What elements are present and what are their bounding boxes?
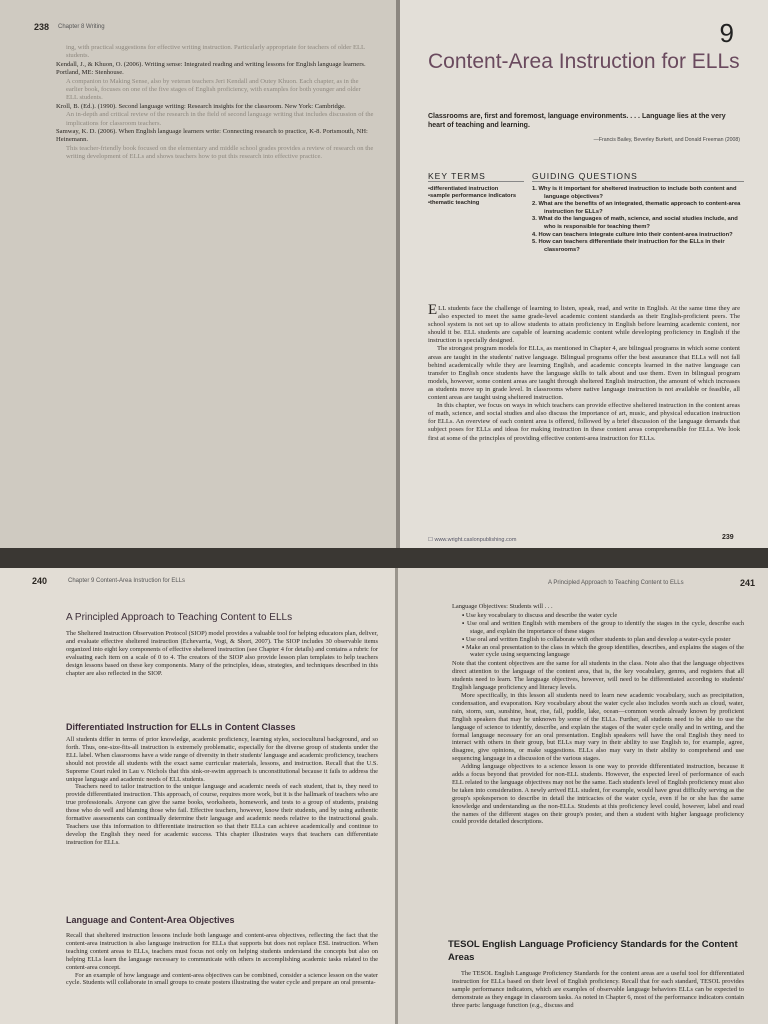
guiding-questions-list	[532, 186, 747, 254]
ref-line: ing, with practical suggestions for effective writing instruction. Particularly appropriate for teachers of older ELL students.	[66, 44, 365, 60]
ref-line: A companion to Making Sense, also by veteran teachers Jeri Kendall and Outey Khuon. Each chapter, as in the earlier book, focuses on one of the five stages of English proficiency, with examples for both younger and older ELL students.	[66, 77, 361, 102]
references-list	[56, 44, 374, 162]
page-number-238: 238	[34, 22, 50, 32]
intro-paragraph: The strongest program models for ELLs, as mentioned in Chapter 4, are bilingual programs in which some content areas are taught in the students' native language. Bilingual programs offer the best assurance that ELLs will not fall behind academically while they are learning English, and academic concepts learned in the native language can transfer to English once students have the language skills to talk about and use them. Even in bilingual program models, however, some content areas are taught through sheltered English instruction, the amount of which increases as students move up in grade level. In classrooms where native language instruction is not available or feasible, all content areas are taught using sheltered instruction.	[428, 345, 740, 402]
ref-line: Samway, K. D. (2006). When English language learners write: Connecting research to practice, K-8. Portsmouth, NH: Heinemann.	[56, 128, 368, 144]
guiding-question: 4. How can teachers integrate culture into their content-area instruction?	[532, 231, 733, 238]
guiding-question: 3. What do the languages of math, science, and social studies include, and who is responsible for teaching them?	[532, 216, 738, 230]
key-terms-list	[428, 186, 528, 208]
paragraph: Recall that sheltered instruction lessons include both language and content-area objectives, reflecting the fact that the content-area instruction is also language instruction for ELLs that supports but does not replace ESL instruction. When teaching content areas to ELLs, teachers must focus not only on helping students understand the concepts but also on helping ELLs learn the language necessary to communicate with others in accomplishing academic tasks related to the content-area concept.	[66, 932, 378, 971]
guiding-questions-heading: GUIDING QUESTIONS	[532, 171, 638, 181]
intro-paragraph: In this chapter, we focus on ways in which teachers can provide effective sheltered instruction in the content areas of math, science, and social studies and also discuss the importance of art, music, and physical education instruction for ELLs. An overview of each content area is offered, followed by a brief discussion of the language demands that subject poses for ELLs and ideas for making instruction in these content areas comprehensible for ELLs. We look first at some of the principles of providing effective content-area instruction for ELLs.	[428, 402, 740, 442]
paragraph: All students differ in terms of prior knowledge, academic proficiency, learning styles, sociocultural background, and so forth. Thus, one-size-fits-all instruction is extremely problematic, especially for the diverse group of students under the ELL label. When classrooms have a wide range of diversity in their students' language and academic proficiency, teachers should not provide all students with the exact same curricular materials, lessons, and instruction. Recall that the U.S. Supreme Court ruled in Lau v. Nichols that this sink-or-swim approach is unconstitutional because it fails to address the unique language and academic needs of ELL students.	[66, 736, 378, 783]
section-heading-differentiated: Differentiated Instruction for ELLs in Content Classes	[66, 722, 296, 732]
objective-item: ▪ Use key vocabulary to discuss and describe the water cycle	[462, 612, 744, 620]
epigraph: Classrooms are, first and foremost, language environments. . . . Language lies at the very heart of teaching and learning.	[428, 113, 726, 129]
section-heading-tesol: TESOL English Language Proficiency Standards for the Content Areas	[448, 939, 738, 963]
chapter-intro-text	[428, 302, 740, 443]
paragraph: Teachers need to tailor instruction to the unique language and academic needs of each student, that is, they need to provide differentiated instruction. This approach, of course, requires more work, but it is the hallmark of teachers who are true professionals. Anyone can give the same books, worksheets, homework, and tests to a group of students, praising those who do well and blaming those who fail. Effective teachers, however, know their students, and by using authentic formative assessments can continually determine their language and academic needs relative to the instructional goals. Teachers use this information to differentiate instruction so that their ELLs can achieve academically and continue to develop the English they need for academic success. This chapter illustrates ways that teachers can differentiate instruction for ELLs.	[66, 783, 378, 846]
objective-item: ▪ Use oral and written English to collaborate with other students to plan and develop a water-cycle poster	[462, 636, 744, 644]
section-text-tesol	[452, 970, 744, 1010]
section-heading-objectives: Language and Content-Area Objectives	[66, 915, 235, 925]
paragraph: For an example of how language and content-area objectives can be combined, consider a science lesson on the water cycle. Students will collaborate in small groups to create posters illustrating the water cycle and prepare an oral presenta-	[66, 971, 378, 987]
footer-url: ☐ www.wright.caslonpublishing.com	[428, 537, 517, 543]
section-text-differentiated	[66, 736, 378, 847]
key-term: • sample performance indicators	[428, 193, 528, 200]
paragraph: The TESOL English Language Proficiency Standards for the content areas are a useful tool for differentiated instruction for ELLs based on their level of English proficiency. Recall that for each standard, TESOL provides sample performance indicators, which are examples of observable language behaviors ELLs can be expected to demonstrate as they engage in classroom tasks. As noted in Chapter 6, most of the performance indicators contain three parts: language function (e.g., discuss and	[452, 970, 744, 1009]
ref-line: Kendall, J., & Khuon, O. (2006). Writing sense: Integrated reading and writing lessons for English language learners. Portland, ME: Stenhouse.	[56, 60, 366, 77]
guiding-question: 5. How can teachers differentiate their instruction for the ELLs in their classrooms?	[532, 239, 725, 253]
intro-paragraph: ELL students face the challenge of learning to listen, speak, read, and write in English. At the same time they are also expected to meet the same grade-level academic content standards as their English-proficient peers. The school system is not set up to allow students to attain proficiency in English before learning academic content, nor should it be. ELL students are capable of learning academic content while developing proficiency in English if the instruction is specially designed.	[428, 302, 740, 345]
language-objectives-text	[452, 603, 744, 826]
running-head-238: Chapter 8 Writing	[58, 24, 105, 30]
section-text-objectives	[66, 932, 378, 987]
book-spine-bottom	[395, 568, 398, 1024]
page-number-240: 240	[32, 576, 48, 586]
guiding-question: 2. What are the benefits of an integrated, thematic approach to content-area instruction for ELLs?	[532, 201, 741, 215]
page-number-241: 241	[740, 578, 756, 588]
section-heading-principled-approach: A Principled Approach to Teaching Content to ELLs	[66, 612, 293, 623]
objective-item: ▪ Make an oral presentation to the class in which the group identifies, describes, and explains the stages of the water cycle using sequencing language	[462, 644, 744, 660]
section-text-principled-approach	[66, 630, 378, 677]
paragraph: More specifically, in this lesson all students need to learn new academic vocabulary, such as precipitation, condensation, and evaporation. Key vocabulary about the water cycle also includes words such as cloud, water, rain, storm, sun, sunshine, heat, rise, fall, puddle, lake, ocean—common words already known by proficient English speakers that may be unknown by some of the ELLs. Further, all students need to be able to use the language of science to identify, describe, and explain the stages of the water cycle orally and in writing, and the formal language necessary for an oral presentation. English speakers will have the oral English they need to interact with others in their group, but ELLs may vary in their ability to use English to, for example, agree, disagree, give opinions, or make suggestions. ELLs also may vary in their ability to comprehend and use sequencing language in a discussion of the various stages.	[452, 691, 744, 763]
objective-item: ▪ Use oral and written English with members of the group to identify the stages in the cycle, describe each stage, and explain the importance of these stages	[462, 620, 744, 636]
running-head-240: Chapter 9 Content-Area Instruction for ELLs	[68, 578, 186, 584]
ref-line: Kroll, B. (Ed.). (1990). Second language writing: Research insights for the classroom. New York: Cambridge.	[56, 102, 346, 110]
page-number-239: 239	[722, 534, 734, 541]
key-terms-heading: KEY TERMS	[428, 171, 486, 181]
objectives-list	[462, 612, 744, 659]
page-239	[400, 0, 768, 548]
book-spine-top	[396, 0, 400, 548]
photo-gap	[0, 548, 768, 568]
running-head-241: A Principled Approach to Teaching Content to ELLs	[548, 580, 684, 586]
epigraph-attribution: —Francis Bailey, Beverley Burkett, and Donald Freeman (2008)	[593, 137, 740, 143]
key-term: • differentiated instruction	[428, 186, 528, 193]
ref-line: An in-depth and critical review of the research in the field of second language writing that includes discussion of the implications for classroom teachers.	[66, 111, 374, 127]
chapter-title: Content-Area Instruction for ELLs	[428, 50, 740, 73]
objectives-intro: Language Objectives: Students will . . .	[452, 603, 553, 610]
guiding-question: 1. Why is it important for sheltered instruction to include both content and language objectives?	[532, 186, 737, 200]
drop-cap: E	[428, 302, 438, 318]
guiding-questions-rule	[532, 181, 744, 182]
ref-line: This teacher-friendly book focused on the elementary and middle school grades provides a review of research on the writing development of ELLs and shows teachers how to put this research into effective practice.	[66, 144, 374, 161]
key-term: • thematic teaching	[428, 200, 528, 207]
key-terms-rule	[428, 181, 524, 182]
paragraph: Adding language objectives to a science lesson is one way to provide differentiated instruction, because it adds a focus beyond that provided for non-ELL students. However, the expected level of performance of each ELL related to the language objectives may not be the same. Each student's level of English proficiency must also be taken into consideration. A newly arrived ELL student, for example, would have great difficulty serving as the group's spokesperson to describe in detail the intricacies of the water cycle, even if he or she has the same knowledge and understanding as the non-ELLs. Students at this proficiency level could, however, label and read the names of the different stages on their group's poster, and then a student with higher language proficiency could provide detailed descriptions.	[452, 763, 744, 826]
paragraph: Note that the content objectives are the same for all students in the class. Note also that the language objectives direct attention to the language of the content area, that is, the key vocabulary, genres, and registers that all students need to learn. The language objectives, however, will need to be differentiated according to students' English language proficiency and literacy levels.	[452, 660, 744, 692]
chapter-number: 9	[719, 18, 734, 48]
paragraph: The Sheltered Instruction Observation Protocol (SIOP) model provides a valuable tool for helping educators plan, deliver, and evaluate effective sheltered instruction (Echevarria, Vogt, & Short, 2007). The SIOP includes 30 observable items organized into eight key components of effective sheltered instruction (see Chapter 4 for details) and contains a rubric for evaluating each item on a scale of 0 to 4. The creators of the SIOP also provide lesson plan templates to help teachers design lessons based on these key components. Many of the principles, ideas, strategies, and techniques described in this chapter are also reflected in the SIOP.	[66, 630, 378, 677]
